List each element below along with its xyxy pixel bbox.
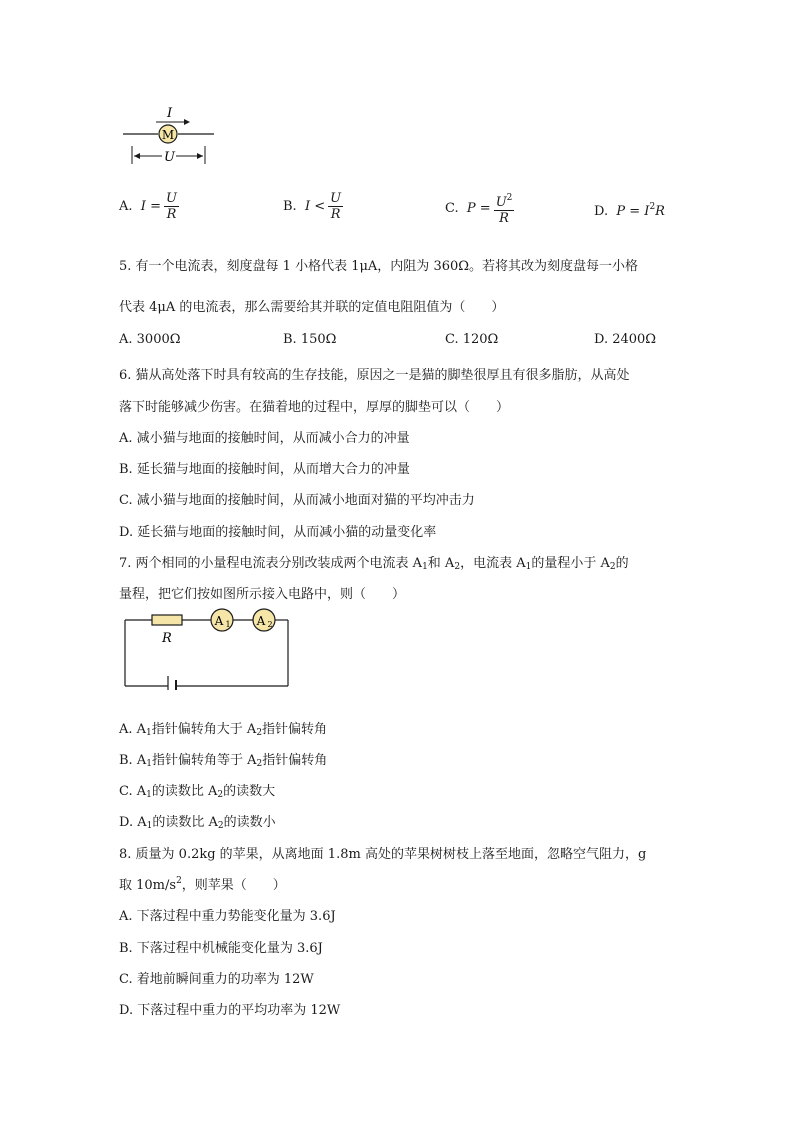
resistor-symbol	[152, 615, 182, 625]
q4-option-a: A. I = $\frac{U}{R}$	[119, 191, 177, 222]
resistor-label: R	[162, 631, 172, 646]
q5-stem-line2: 代表 4μA 的电流表，那么需要给其并联的定值电阻阻值为（ ）	[119, 300, 505, 315]
q6-stem-line1: 6. 猫从高处落下时具有较高的生存技能，原因之一是猫的脚垫很厚且有很多脂肪，从高处	[119, 368, 630, 383]
ammeter-a2-sub: 2	[267, 620, 273, 629]
q8-option-c: C. 着地前瞬间重力的功率为 12W	[119, 972, 314, 987]
q4-option-b: B. I < $\frac{U}{R}$	[283, 191, 342, 222]
q6-option-d: D. 延长猫与地面的接触时间，从而减小猫的动量变化率	[119, 525, 437, 540]
q5-option-d: D. 2400Ω	[594, 332, 657, 347]
q5-stem-line1: 5. 有一个电流表，刻度盘每 1 小格代表 1μA，内阻为 360Ω。若将其改为刻度盘每一小格	[119, 259, 639, 274]
q7-option-c: C. $A_1$的读数比 $A_2$的读数大	[119, 784, 276, 800]
q8-stem-line2: 取 $10m/s^2$，则苹果（ ）	[119, 876, 286, 893]
motor-circuit-figure	[118, 100, 218, 170]
q7-option-a: A. $A_1$指针偏转角大于 $A_2$指针偏转角	[119, 722, 328, 738]
ammeter-a2-label: A	[256, 614, 266, 628]
ammeter-a1-sub: 1	[225, 620, 231, 629]
q5-option-a: A. 3000Ω	[119, 332, 181, 347]
ammeter-circuit-figure	[120, 606, 295, 690]
motor-label: M	[161, 128, 175, 142]
current-label: I	[167, 106, 173, 121]
q4-option-d: D. $P = I^2R$	[594, 202, 665, 219]
ammeter-a1-label: A	[214, 614, 224, 628]
voltage-label: U	[164, 150, 175, 165]
q5-option-c: C. 120Ω	[445, 332, 499, 347]
q6-option-b: B. 延长猫与地面的接触时间，从而增大合力的冲量	[119, 462, 410, 477]
q7-option-b: B. $A_1$指针偏转角等于 $A_2$指针偏转角	[119, 753, 328, 769]
q6-option-a: A. 减小猫与地面的接触时间，从而减小合力的冲量	[119, 431, 410, 446]
q4-option-c: C. P = $\frac{U^2}{R}$	[445, 193, 513, 226]
q6-option-c: C. 减小猫与地面的接触时间，从而减小地面对猫的平均冲击力	[119, 493, 475, 508]
q5-option-b: B. 150Ω	[283, 332, 337, 347]
q7-stem-line2: 量程，把它们按如图所示接入电路中，则（ ）	[119, 587, 406, 602]
q7-option-d: D. $A_1$的读数比 $A_2$的读数小	[119, 815, 276, 831]
q8-stem-line1: 8. 质量为 0.2kg 的苹果，从离地面 1.8m 高处的苹果树树枝上落至地面，忽略空气阻力，g	[119, 847, 647, 862]
q8-option-a: A. 下落过程中重力势能变化量为 3.6J	[119, 909, 336, 924]
q6-stem-line2: 落下时能够减少伤害。在猫着地的过程中，厚厚的脚垫可以（ ）	[119, 400, 510, 415]
q8-option-b: B. 下落过程中机械能变化量为 3.6J	[119, 941, 323, 956]
q7-stem-line1: 7. 两个相同的小量程电流表分别改装成两个电流表 $A_1$和 $A_2$，电流表 $A_1$的量程小于 $A_2$的	[119, 556, 629, 572]
q8-option-d: D. 下落过程中重力的平均功率为 12W	[119, 1003, 341, 1018]
